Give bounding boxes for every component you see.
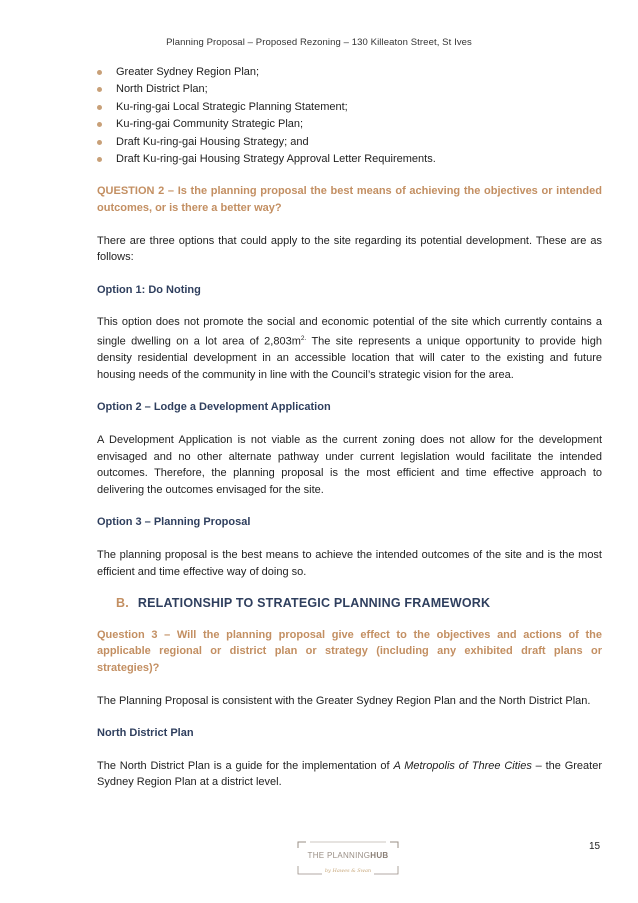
- option-1-paragraph: This option does not promote the social and economic potential of the site which currently contains a single dwelling on a lot area of $2,803m^{2.}$ The site represents a unique opportunity to provide high density residential development in an accessible location that will cater to the existing and future housing needs of the community in line with the Council’s strategic vision for the area.: [97, 316, 602, 381]
- option-3-heading: Option 3 – Planning Proposal: [97, 516, 251, 529]
- option-1-heading: Option 1: Do Noting: [97, 283, 201, 296]
- list-item: Ku-ring-gai Community Strategic Plan;: [97, 116, 602, 133]
- north-district-paragraph: The North District Plan is a guide for the implementation of A Metropolis of Three Cities – the Greater Sydney Region Plan at a district level.: [97, 759, 603, 789]
- option-2-heading: Option 2 – Lodge a Development Application: [97, 401, 331, 414]
- planning-hub-logo: [296, 838, 400, 878]
- consistency-paragraph: The Planning Proposal is consistent with the Greater Sydney Region Plan and the North District Plan.: [97, 694, 591, 707]
- logo-tagline: by Hawes & Swan: [324, 868, 372, 874]
- logo-wordmark: THE PLANNINGHUB: [307, 851, 389, 860]
- options-intro-paragraph: There are three options that could apply to the site regarding its potential development. These are as follows:: [97, 234, 602, 264]
- list-item: Draft Ku-ring-gai Housing Strategy Approval Letter Requirements.: [97, 151, 602, 168]
- page-header: Planning Proposal – Proposed Rezoning – 130 Killeaton Street, St Ives: [166, 37, 472, 48]
- option-3-paragraph: The planning proposal is the best means to achieve the intended outcomes of the site and is the most efficient and time effective way of doing so.: [97, 549, 602, 578]
- question-2-heading: QUESTION 2 – Is the planning proposal the best means of achieving the objectives or intended outcomes, or is there a better way?: [97, 185, 602, 215]
- question-3-heading: Question 3 – Will the planning proposal give effect to the objectives and actions of the applicable regional or district plan or strategy (including any exhibited draft plans or strategies)?: [97, 628, 602, 674]
- list-item: Draft Ku-ring-gai Housing Strategy; and: [97, 134, 602, 151]
- page-number: 15: [589, 841, 601, 852]
- page-content: [97, 64, 602, 791]
- list-item: North District Plan;: [97, 81, 602, 98]
- strategy-bullet-list: [97, 64, 602, 168]
- list-item: Greater Sydney Region Plan;: [97, 64, 602, 81]
- list-item: Ku-ring-gai Local Strategic Planning Statement;: [97, 99, 602, 116]
- north-district-heading: North District Plan: [97, 727, 194, 740]
- option-2-paragraph: A Development Application is not viable as the current zoning does not allow for the development envisaged and no other alternate pathway under current legislation would facilitate the intended outcomes. Therefore, the planning proposal is the most efficient and time effective approach to delivering the outcomes envisaged for the site.: [97, 434, 602, 496]
- section-b-title: B. RELATIONSHIP TO STRATEGIC PLANNING FRAMEWORK: [116, 596, 491, 611]
